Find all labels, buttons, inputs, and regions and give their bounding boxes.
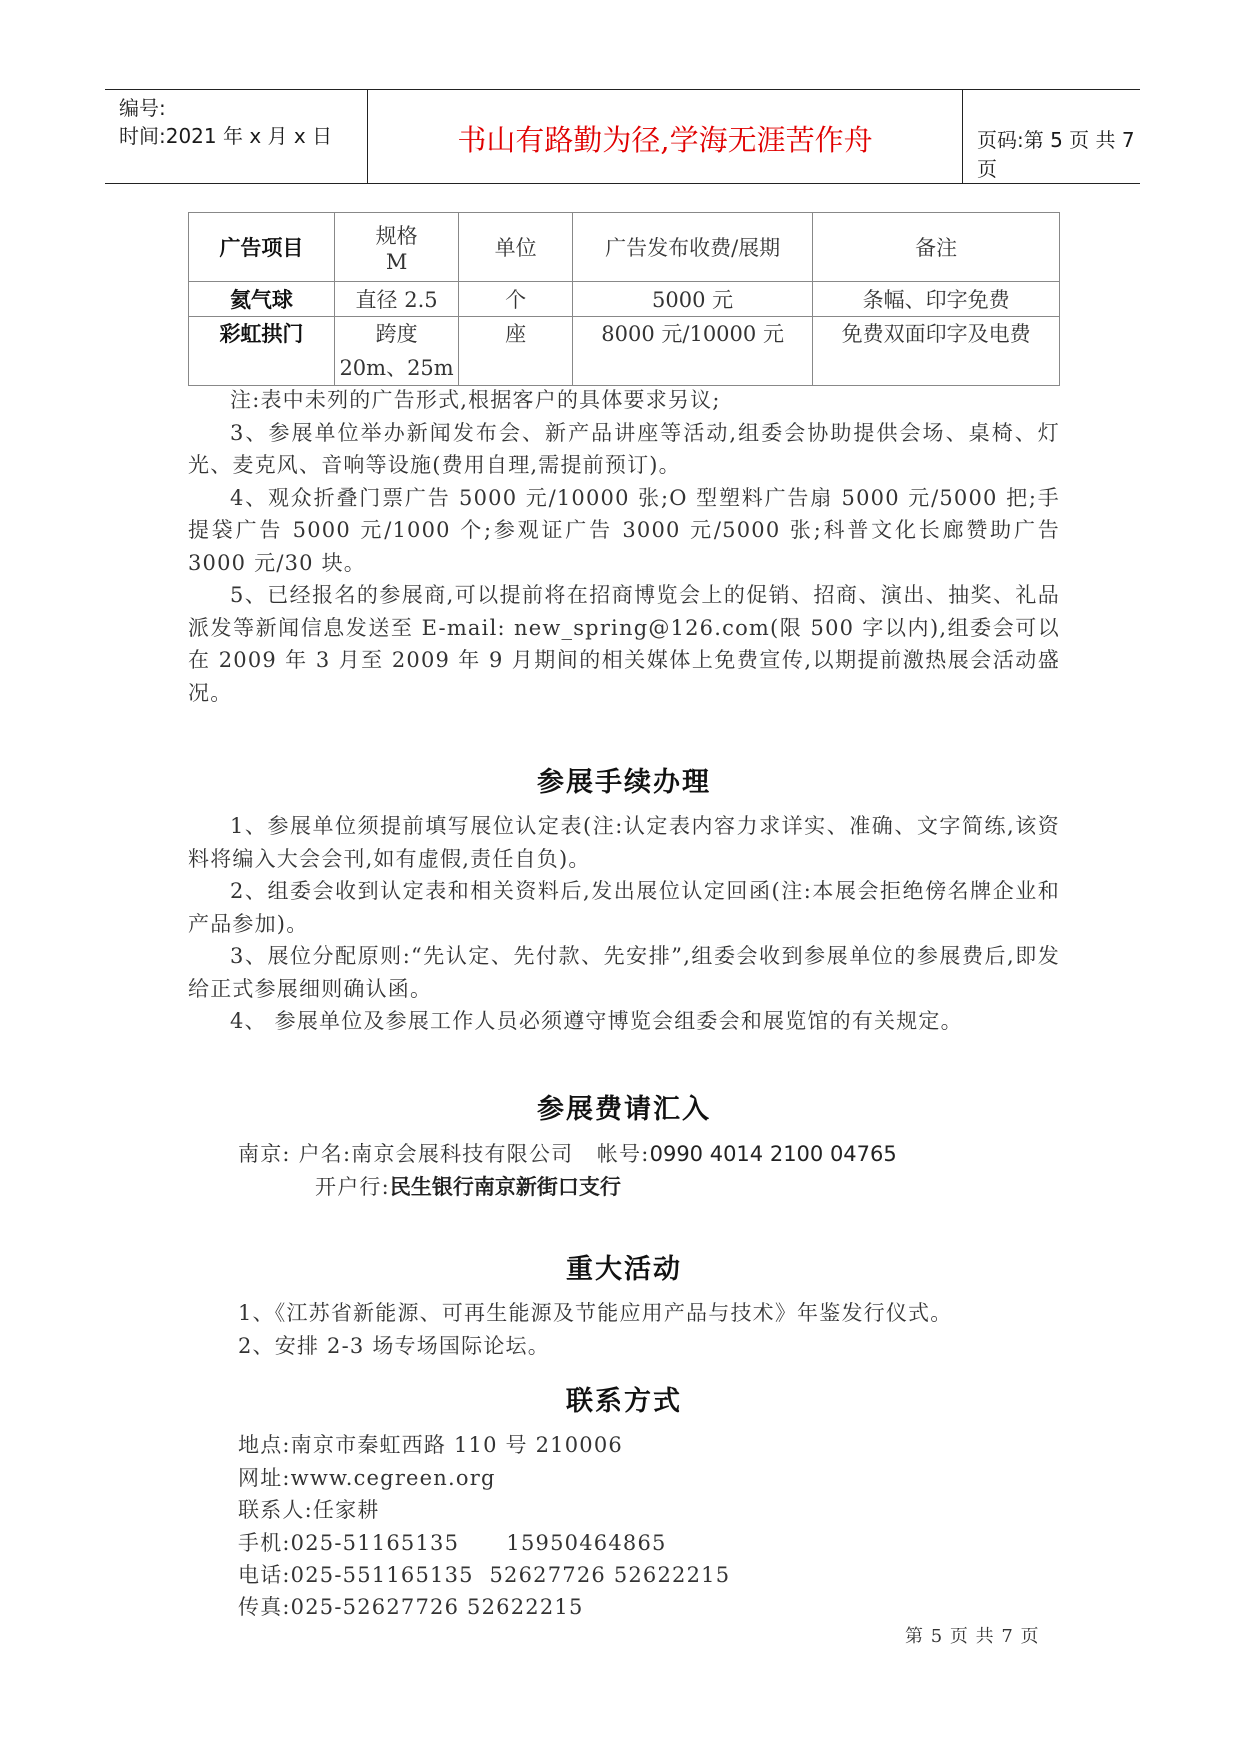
payment-account-name-label: 户名: <box>298 1142 352 1166</box>
cell-spec <box>334 317 458 386</box>
contact-address: 地点:南京市秦虹西路 110 号 210006 <box>238 1433 623 1457</box>
document-number-label: 编号: <box>119 96 166 120</box>
list-item-text: 4、 参展单位及参展工作人员必须遵守博览会组委会和展览馆的有关规定。 <box>230 1009 963 1033</box>
column-header-spec-line2: M <box>385 250 408 274</box>
header-page-label: 页码:第 5 页 共 7 页 <box>977 128 1135 181</box>
note-item-5 <box>188 579 1060 709</box>
header-left-cell <box>105 90 368 183</box>
cell-item: 氦气球 <box>189 282 335 317</box>
cell-item: 彩虹拱门 <box>189 317 335 386</box>
payment-bank-label: 开户行: <box>315 1175 390 1199</box>
cell-unit: 座 <box>459 317 573 386</box>
contact-mobile: 手机:025-51165135 15950464865 <box>238 1531 667 1555</box>
contact-website: 网址:www.cegreen.org <box>238 1466 496 1490</box>
procedures-list <box>188 810 1060 1038</box>
note-text: 注:表中未列的广告形式,根据客户的具体要求另议; <box>230 388 721 412</box>
cell-spec-line2: 20m、25m <box>339 356 454 380</box>
contact-person: 联系人:任家耕 <box>238 1498 380 1522</box>
list-item <box>188 810 1060 875</box>
header-center-cell <box>368 90 963 183</box>
cell-note: 免费双面印字及电费 <box>813 317 1060 386</box>
payment-account-line <box>238 1138 897 1168</box>
payment-account-name: 南京会展科技有限公司 <box>351 1142 574 1166</box>
list-item-text: 1、参展单位须提前填写展位认定表(注:认定表内容力求详实、准确、文字简练,该资料将编入大会会刊,如有虚假,责任自负)。 <box>188 814 1060 871</box>
list-item <box>188 875 1060 940</box>
page-header <box>105 89 1140 184</box>
cell-unit: 个 <box>459 282 573 317</box>
cell-note: 条幅、印字免费 <box>813 282 1060 317</box>
cell-price: 8000 元/10000 元 <box>572 317 812 386</box>
list-item: 2、安排 2-3 场专场国际论坛。 <box>238 1334 550 1358</box>
section-title-contact: 联系方式 <box>566 1386 682 1417</box>
note-paragraph <box>188 384 1060 417</box>
column-header-unit: 单位 <box>459 213 573 282</box>
column-header-spec-line1: 规格 <box>375 224 418 248</box>
payment-bank: 民生银行南京新街口支行 <box>389 1175 621 1199</box>
cell-spec-line1: 跨度 <box>375 322 418 346</box>
note-item-3-text: 3、参展单位举办新闻发布会、新产品讲座等活动,组委会协助提供会场、桌椅、灯光、麦克风、音响等设施(费用自理,需提前预订)。 <box>188 420 1060 477</box>
column-header-item: 广告项目 <box>189 213 335 282</box>
payment-bank-line <box>315 1171 621 1201</box>
page-footer: 第 5 页 共 7 页 <box>905 1626 1040 1647</box>
document-time-label: 时间:2021 年 x 月 x 日 <box>119 124 333 148</box>
cell-spec: 直径 2.5 <box>334 282 458 317</box>
column-header-spec <box>334 213 458 282</box>
list-item-text: 2、组委会收到认定表和相关资料后,发出展位认定回函(注:本展会拒绝傍名牌企业和产品参加)。 <box>188 879 1060 936</box>
payment-city: 南京: <box>238 1142 291 1166</box>
payment-account-no-label: 帐号: <box>596 1142 650 1166</box>
column-header-note: 备注 <box>813 213 1060 282</box>
table-row <box>189 317 1060 386</box>
list-item-text: 3、展位分配原则:“先认定、先付款、先安排”,组委会收到参展单位的参展费后,即发给正式参展细则确认函。 <box>188 944 1060 1001</box>
section-title-procedures: 参展手续办理 <box>537 767 711 798</box>
note-item-3 <box>188 417 1060 482</box>
header-right-cell <box>963 90 1140 183</box>
contact-fax: 传真:025-52627726 52622215 <box>238 1595 584 1619</box>
list-item: 1、《江苏省新能源、可再生能源及节能应用产品与技术》年鉴发行仪式。 <box>238 1301 953 1325</box>
payment-account-no: 0990 4014 2100 04765 <box>649 1142 897 1166</box>
list-item <box>188 1005 1060 1038</box>
section-title-payment: 参展费请汇入 <box>537 1094 711 1125</box>
note-item-4 <box>188 482 1060 580</box>
column-header-price: 广告发布收费/展期 <box>572 213 812 282</box>
table-header-row <box>189 213 1060 282</box>
table-row <box>189 282 1060 317</box>
note-item-4-text: 4、观众折叠门票广告 5000 元/10000 张;O 型塑料广告扇 5000 元/5000 把;手提袋广告 5000 元/1000 个;参观证广告 3000 元/5000 张;科普文化长廊赞助广告 3000 元/30 块。 <box>188 485 1060 575</box>
cell-price: 5000 元 <box>572 282 812 317</box>
header-motto: 书山有路勤为径,学海无涯苦作舟 <box>457 123 873 157</box>
contact-phone: 电话:025-551165135 52627726 52622215 <box>238 1563 731 1587</box>
note-item-5-text: 5、已经报名的参展商,可以提前将在招商博览会上的促销、招商、演出、抽奖、礼品派发等新闻信息发送至 E-mail: new_spring@126.com(限 500 字以内),组委会可以在 2009 年 3 月至 2009 年 9 月期间的相关媒体上免费宣传,以期提前激热展会活动盛况。 <box>188 583 1060 705</box>
section-title-events: 重大活动 <box>566 1254 682 1285</box>
list-item <box>188 940 1060 1005</box>
advertising-price-table <box>188 212 1060 386</box>
notes-section <box>188 384 1060 709</box>
